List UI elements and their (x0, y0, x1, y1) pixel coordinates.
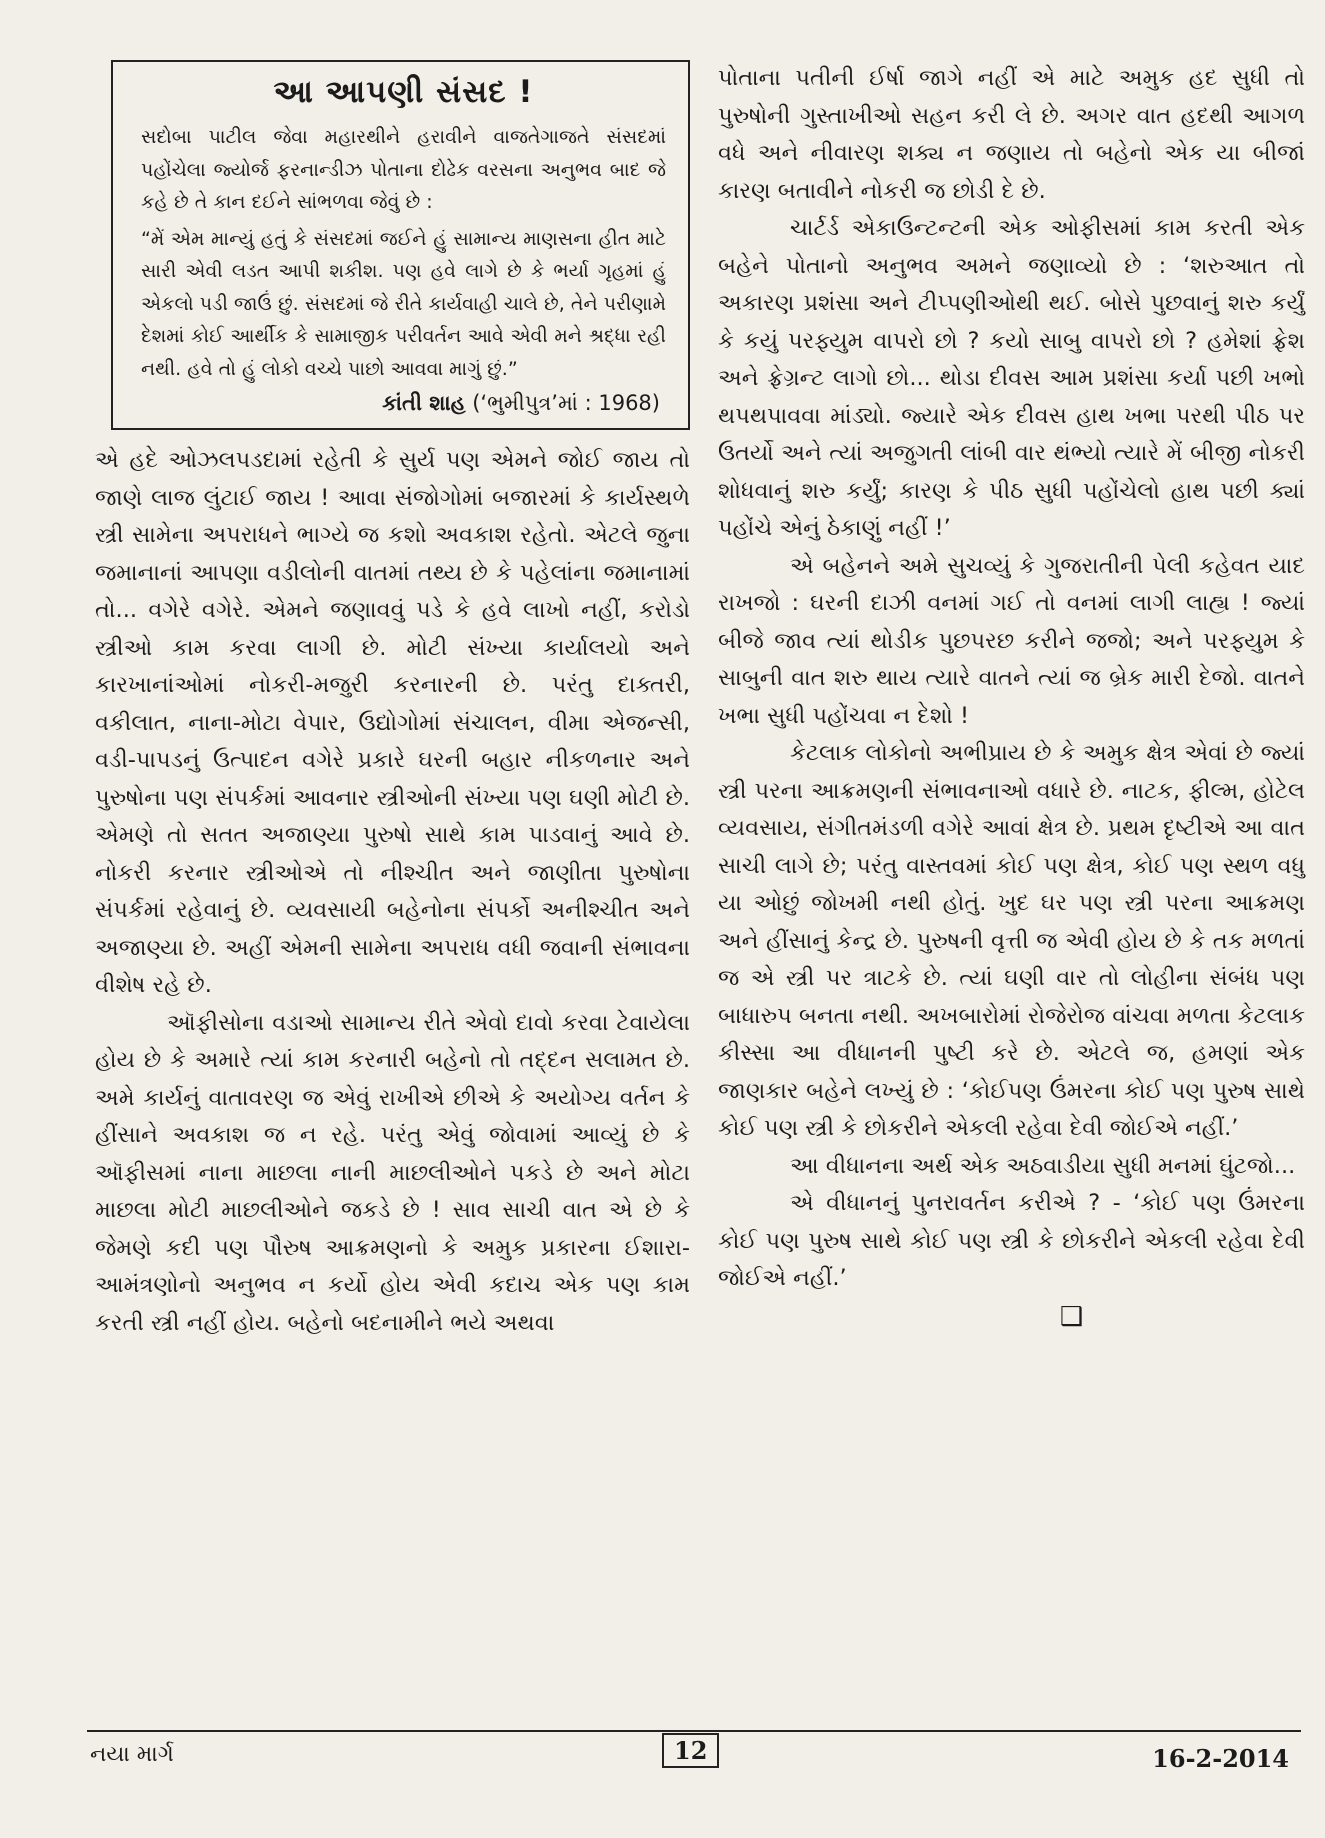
right-column (718, 60, 1305, 1332)
article-paragraph: એ વીધાનનું પુનરાવર્તન કરીએ ? - ‘કોઈ પણ ઉંમરના કોઈ પણ પુરુષ સાથે કોઈ પણ સ્ત્રી કે છોકરીને એકલી રહેવા દેવી જોઈએ નહીં.’ (718, 1190, 1305, 1291)
sidebar-title: આ આપણી સંસદ ! (273, 74, 534, 110)
byline-source: (‘ભુમીપુત્ર’માં : 1968) (472, 391, 660, 415)
article-paragraph: એ હદે ઓઝલપડદામાં રહેતી કે સુર્ય પણ એમને જોઈ જાય તો જાણે લાજ લુંટાઈ જાય ! આવા સંજોગોમાં બજારમાં કે કાર્યસ્થળે સ્ત્રી સામેના અપરાધને ભાગ્યે જ કશો અવકાશ રહેતો. એટલે જુના જમાનાનાં આપણા વડીલોની વાતમાં તથ્ય છે કે પહેલાંના જમાનામાં તો... વગેરે વગેરે. એમને જણાવવું પડે કે હવે લાખો નહીં, કરોડો સ્ત્રીઓ કામ કરવા લાગી છે. મોટી સંખ્યા કાર્યાલયો અને કારખાનાંઓમાં નોકરી-મજુરી કરનારની છે. પરંતુ દાક્તરી, વકીલાત, નાના-મોટા વેપાર, ઉદ્યોગોમાં સંચાલન, વીમા એજન્સી, વડી-પાપડનું ઉત્પાદન વગેરે પ્રકારે ઘરની બહાર નીકળનાર અને પુરુષોના પણ સંપર્કમાં આવનાર સ્ત્રીઓની સંખ્યા પણ ઘણી મોટી છે. એમણે તો સતત અજાણ્યા પુરુષો સાથે કામ પાડવાનું આવે છે. નોકરી કરનાર સ્ત્રીઓએ તો નીશ્ચીત અને જાણીતા પુરુષોના સંપર્કમાં રહેવાનું છે. વ્યવસાયી બહેનોના સંપર્કો અનીશ્ચીત અને અજાણ્યા છે. અહીં એમની સામેના અપરાધ વધી જવાની સંભાવના વીશેષ રહે છે. (95, 447, 690, 998)
publication-name: નયા માર્ગ (90, 1742, 174, 1767)
article-paragraph: ચાર્ટર્ડ એકાઉન્ટન્ટની એક ઓફીસમાં કામ કરતી એક બહેને પોતાનો અનુભવ અમને જણાવ્યો છે : ‘શરુઆત તો અકારણ પ્રશંસા અને ટીપ્પણીઓથી થઈ. બોસે પુછવાનું શરુ કર્યું કે કયું પરફ્યુમ વાપરો છો ? કયો સાબુ વાપરો છો ? હમેશાં ફ્રેશ અને ફ્રેગ્રન્ટ લાગો છો... થોડા દીવસ આમ પ્રશંસા કર્યા પછી ખભો થપથપાવવા માંડ્યો. જ્યારે એક દીવસ હાથ ખભા પરથી પીઠ પર ઉતર્યો અને ત્યાં અજુગતી લાંબી વાર થંભ્યો ત્યારે મેં બીજી નોકરી શોધવાનું શરુ કર્યું; કારણ કે પીઠ સુધી પહોંચેલો હાથ પછી ક્યાં પહોંચે એનું ઠેકાણું નહીં !’ (718, 215, 1305, 541)
issue-date: 16-2-2014 (1152, 1744, 1289, 1773)
sidebar-byline (141, 391, 666, 416)
byline-author: કાંતી શાહ (382, 391, 466, 415)
article-paragraph: એ બહેનને અમે સુચવ્યું કે ગુજરાતીની પેલી કહેવત યાદ રાખજો : ઘરની દાઝી વનમાં ગઈ તો વનમાં લાગી લાહ્ય ! જ્યાં બીજે જાવ ત્યાં થોડીક પુછપરછ કરીને જજો; અને પરફ્યુમ કે સાબુની વાત શરુ થાય ત્યારે વાતને ત્યાં જ બ્રેક મારી દેજો. વાતને ખભા સુધી પહોંચવા ન દેશો ! (718, 552, 1305, 729)
article-paragraph: ઑફીસોના વડાઓ સામાન્ય રીતે એવો દાવો કરવા ટેવાયેલા હોય છે કે અમારે ત્યાં કામ કરનારી બહેનો તો તદ્દન સલામત છે. અમે કાર્યનું વાતાવરણ જ એવું રાખીએ છીએ કે અયોગ્ય વર્તન કે હીંસાને અવકાશ જ ન રહે. પરંતુ એવું જોવામાં આવ્યું છે કે ઑફીસમાં નાના માછલા નાની માછલીઓને પકડે છે અને મોટા માછલા મોટી માછલીઓને જકડે છે ! સાવ સાચી વાત એ છે કે જેમણે કદી પણ પૌરુષ આક્રમણનો કે અમુક પ્રકારના ઈશારા-આમંત્રણોનો અનુભવ ન કર્યો હોય એવી કદાચ એક પણ કામ કરતી સ્ત્રી નહીં હોય. બહેનો બદનામીને ભયે અથવા (95, 1009, 690, 1336)
article-paragraph: પોતાના પતીની ઈર્ષા જાગે નહીં એ માટે અમુક હદ સુધી તો પુરુષોની ગુસ્તાખીઓ સહન કરી લે છે. અગર વાત હદથી આગળ વધે અને નીવારણ શક્ય ન જણાય તો બહેનો એક યા બીજાં કારણ બતાવીને નોકરી જ છોડી દે છે. (718, 65, 1305, 204)
end-of-article-icon: ❑ (1059, 1301, 1084, 1332)
page-number: 12 (662, 1733, 719, 1768)
sidebar-quote: “મેં એમ માન્યું હતું કે સંસદમાં જઈને હું સામાન્ય માણસના હીત માટે સારી એવી લડત આપી શકીશ. પણ હવે લાગે છે કે ભર્યા ગૃહમાં હું એકલો પડી જાઉં છું. સંસદમાં જે રીતે કાર્યવાહી ચાલે છે, તેને પરીણામે દેશમાં કોઈ આર્થીક કે સામાજીક પરીવર્તન આવે એવી મને શ્રદ્ધા રહી નથી. હવે તો હું લોકો વચ્ચે પાછો આવવા માગું છું.” (141, 227, 666, 380)
article-paragraph: કેટલાક લોકોનો અભીપ્રાય છે કે અમુક ક્ષેત્ર એવાં છે જ્યાં સ્ત્રી પરના આક્રમણની સંભાવનાઓ વધારે છે. નાટક, ફીલ્મ, હોટેલ વ્યવસાય, સંગીતમંડળી વગેરે આવાં ક્ષેત્ર છે. પ્રથમ દૃષ્ટીએ આ વાત સાચી લાગે છે; પરંતુ વાસ્તવમાં કોઈ પણ ક્ષેત્ર, કોઈ પણ સ્થળ વધુ યા ઓછું જોખમી નથી હોતું. ખુદ ઘર પણ સ્ત્રી પરના આક્રમણ અને હીંસાનું કેન્દ્ર છે. પુરુષની વૃત્તી જ એવી હોય છે કે તક મળતાં જ એ સ્ત્રી પર ત્રાટકે છે. ત્યાં ઘણી વાર તો લોહીના સંબંધ પણ બાધારુપ બનતા નથી. અખબારોમાં રોજેરોજ વાંચવા મળતા કેટલાક કીસ્સા આ વીધાનની પુષ્ટી કરે છે. એટલે જ, હમણાં એક જાણકાર બહેને લખ્યું છે : ‘કોઈપણ ઉંમરના કોઈ પણ પુરુષ સાથે કોઈ પણ સ્ત્રી કે છોકરીને એકલી રહેવા દેવી જોઈએ નહીં.’ (718, 740, 1305, 1141)
sidebar-box (111, 60, 690, 430)
sidebar-intro: સદોબા પાટીલ જેવા મહારથીને હરાવીને વાજતેગાજતે સંસદમાં પહોંચેલા જ્યોર્જ ફરનાન્ડીઝ પોતાના દોઢેક વરસના અનુભવ બાદ જે કહે છે તે કાન દઈને સાંભળવા જેવું છે : (141, 126, 666, 213)
article-paragraph: આ વીધાનના અર્થ એક અઠવાડીયા સુધી મનમાં ઘુંટજો... (790, 1152, 1296, 1179)
footer-divider (87, 1730, 1301, 1732)
left-column (95, 60, 690, 1342)
